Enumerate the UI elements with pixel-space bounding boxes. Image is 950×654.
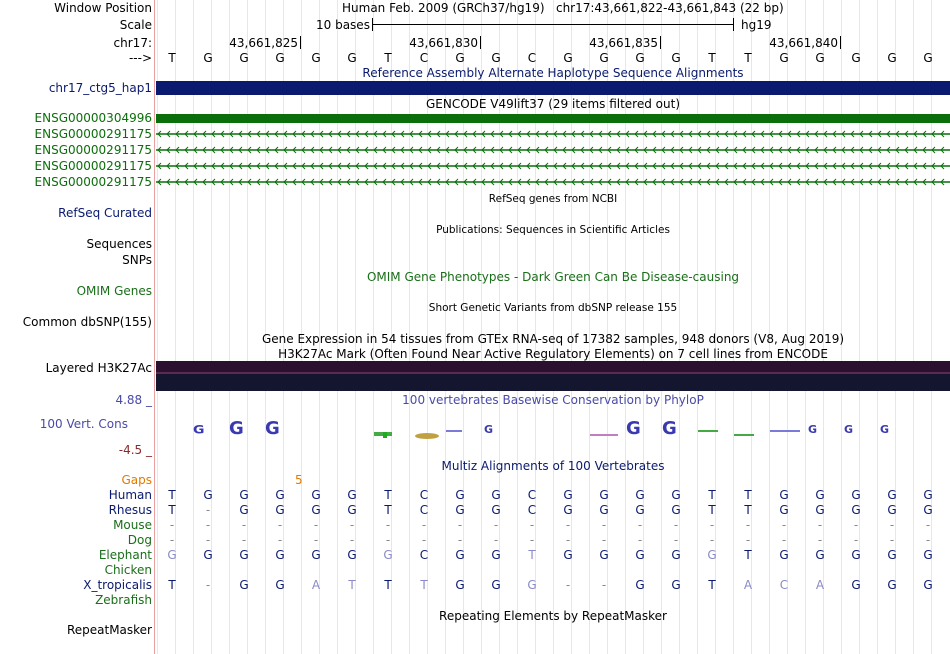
alignment-base: G — [923, 548, 933, 562]
alignment-base: T — [708, 578, 716, 592]
alignment-base: G — [635, 548, 645, 562]
alignment-base: - — [781, 533, 787, 547]
base-letter: G — [491, 51, 501, 65]
gencode-item-label[interactable]: ENSG00000291175 — [34, 127, 152, 141]
alignment-base: G — [599, 548, 609, 562]
repeatmasker-label[interactable]: RepeatMasker — [66, 623, 152, 637]
label-divider — [154, 0, 155, 654]
scale-bar — [372, 24, 733, 25]
alignment-base: G — [599, 488, 609, 502]
alignment-base: G — [599, 503, 609, 517]
alignment-base: T — [168, 503, 176, 517]
alignment-base: C — [419, 548, 429, 562]
gencode-intron-line[interactable] — [156, 159, 950, 173]
alignment-base: G — [491, 503, 501, 517]
alignment-base: - — [565, 533, 571, 547]
tick-label: 43,661,830 — [409, 36, 478, 50]
alignment-base: - — [889, 533, 895, 547]
base-letter: T — [708, 51, 716, 65]
tick-label: 43,661,835 — [589, 36, 658, 50]
base-letter: G — [455, 51, 465, 65]
alignment-base: A — [815, 578, 825, 592]
window-position-label: Window Position — [54, 1, 152, 15]
base-letter: C — [527, 51, 537, 65]
base-letter: G — [275, 51, 285, 65]
h3k27-signal-lower — [156, 374, 950, 391]
alignment-base: G — [347, 548, 357, 562]
species-label[interactable]: Chicken — [104, 563, 152, 577]
svg-text:G: G — [193, 422, 205, 437]
alignment-base: G — [167, 548, 177, 562]
base-letter: G — [671, 51, 681, 65]
alignment-base: - — [421, 518, 427, 532]
alignment-base: G — [887, 503, 897, 517]
alignment-base: - — [601, 533, 607, 547]
alignment-base: T — [420, 578, 428, 592]
base-letter: G — [599, 51, 609, 65]
base-letter: G — [563, 51, 573, 65]
gencode-item-label[interactable]: ENSG00000291175 — [34, 143, 152, 157]
alignment-base: T — [744, 548, 752, 562]
alignment-base: G — [563, 503, 573, 517]
alignment-base: G — [563, 488, 573, 502]
alignment-base: C — [779, 578, 789, 592]
alignment-base: - — [673, 533, 679, 547]
alignment-base: - — [637, 533, 643, 547]
alignment-base: - — [925, 533, 931, 547]
gencode-track-title: GENCODE V49lift37 (29 items filtered out) — [425, 97, 680, 111]
alignment-base: G — [275, 488, 285, 502]
alignment-base: G — [779, 548, 789, 562]
alignment-base: A — [311, 578, 321, 592]
dbsnp-label[interactable]: Common dbSNP(155) — [22, 315, 152, 329]
species-label[interactable]: Zebrafish — [95, 593, 152, 607]
base-letter: G — [311, 51, 321, 65]
alignment-base: - — [745, 518, 751, 532]
alignment-base: G — [635, 488, 645, 502]
gencode-item-label[interactable]: ENSG00000291175 — [34, 159, 152, 173]
base-letter: G — [923, 51, 933, 65]
base-letter: G — [347, 51, 357, 65]
species-label[interactable]: Elephant — [98, 548, 152, 562]
omim-label[interactable]: OMIM Genes — [76, 284, 152, 298]
sequences-label[interactable]: Sequences — [86, 237, 152, 251]
alignment-base: T — [708, 503, 716, 517]
alignment-base: G — [923, 488, 933, 502]
position-text: chr17:43,661,822-43,661,843 (22 bp) — [555, 1, 784, 15]
alignment-base: - — [781, 518, 787, 532]
scale-bases-text: 10 bases — [316, 18, 370, 32]
gencode-item-label[interactable]: ENSG00000291175 — [34, 175, 152, 189]
alt-hap-feature[interactable] — [156, 81, 950, 95]
alignment-base: G — [347, 488, 357, 502]
alignment-base: G — [779, 488, 789, 502]
alignment-base: - — [457, 533, 463, 547]
alignment-base: - — [853, 533, 859, 547]
alignment-base: G — [203, 548, 213, 562]
svg-text:G: G — [662, 418, 677, 439]
alignment-base: G — [707, 548, 717, 562]
base-letter: T — [744, 51, 752, 65]
alignment-base: G — [455, 488, 465, 502]
alignment-base: - — [241, 518, 247, 532]
omim-track-title: OMIM Gene Phenotypes - Dark Green Can Be Disease-causing — [366, 270, 740, 284]
alignment-base: - — [349, 518, 355, 532]
alignment-base: G — [887, 578, 897, 592]
phylop-track-title: 100 vertebrates Basewise Conservation by PhyloP — [402, 393, 704, 407]
alignment-base: G — [275, 548, 285, 562]
species-label[interactable]: Rhesus — [108, 503, 152, 517]
base-letter: G — [779, 51, 789, 65]
alignment-base: G — [887, 548, 897, 562]
alignment-base: - — [565, 518, 571, 532]
alignment-base: - — [817, 518, 823, 532]
base-letter: G — [851, 51, 861, 65]
species-label[interactable]: Dog — [127, 533, 152, 547]
alignment-base: A — [743, 578, 753, 592]
alignment-base: G — [491, 578, 501, 592]
alignment-base: G — [815, 488, 825, 502]
tick-mark — [660, 36, 661, 49]
alignment-base: - — [493, 518, 499, 532]
alt-hap-track-title: Reference Assembly Alternate Haplotype Sequence Alignments — [362, 66, 744, 80]
chrom-label: chr17: — [113, 36, 152, 50]
alignment-base: G — [671, 503, 681, 517]
alignment-base: - — [493, 533, 499, 547]
scale-db-text: hg19 — [741, 18, 772, 32]
alignment-base: G — [455, 503, 465, 517]
gencode-item-label[interactable]: ENSG00000304996 — [34, 111, 152, 125]
alignment-base: G — [815, 503, 825, 517]
alignment-base: T — [528, 548, 536, 562]
gencode-feature[interactable] — [156, 114, 950, 123]
alignment-base: T — [384, 488, 392, 502]
scale-label: Scale — [119, 18, 152, 32]
assembly-title — [342, 1, 784, 15]
alignment-base: G — [203, 488, 213, 502]
alignment-base: - — [385, 518, 391, 532]
refseq-label[interactable]: RefSeq Curated — [58, 206, 152, 220]
alignment-base: - — [169, 518, 175, 532]
alignment-base: - — [817, 533, 823, 547]
alignment-base: G — [851, 488, 861, 502]
alignment-base: G — [275, 578, 285, 592]
phylop-min-label: -4.5 _ — [118, 443, 152, 457]
alignment-base: T — [384, 503, 392, 517]
h3k27-label[interactable]: Layered H3K27Ac — [45, 361, 152, 375]
base-letter: G — [887, 51, 897, 65]
alignment-base: G — [923, 503, 933, 517]
alignment-base: G — [527, 578, 537, 592]
gencode-intron-line[interactable] — [156, 143, 950, 157]
alignment-base: - — [457, 518, 463, 532]
alignment-base: - — [529, 533, 535, 547]
tick-mark — [300, 36, 301, 49]
phylop-max-label: 4.88 _ — [115, 393, 152, 407]
gencode-intron-line[interactable] — [156, 175, 950, 189]
base-letter: C — [419, 51, 429, 65]
alignment-base: G — [311, 488, 321, 502]
alignment-base: T — [708, 488, 716, 502]
gtex-track-title: Gene Expression in 54 tissues from GTEx RNA-seq of 17382 samples, 948 donors (V8, Aug 2019) — [261, 332, 845, 346]
alignment-base: - — [601, 578, 607, 592]
alignment-base: G — [635, 578, 645, 592]
alignment-base: G — [671, 548, 681, 562]
base-letter: T — [168, 51, 176, 65]
alignment-base: - — [889, 518, 895, 532]
alignment-base: - — [205, 518, 211, 532]
svg-text:G: G — [484, 423, 494, 436]
tick-mark — [480, 36, 481, 49]
svg-text:G: G — [844, 423, 854, 436]
publications-track-title: Publications: Sequences in Scientific Articles — [436, 224, 670, 236]
species-label[interactable]: X_tropicalis — [83, 578, 152, 592]
alignment-base: - — [421, 533, 427, 547]
phylop-label[interactable]: 100 Vert. Cons — [39, 417, 128, 431]
alignment-base: T — [168, 488, 176, 502]
svg-text:G: G — [265, 418, 280, 439]
base-letter: T — [384, 51, 392, 65]
alignment-base: G — [851, 548, 861, 562]
alignment-base: G — [455, 578, 465, 592]
alignment-base: T — [744, 488, 752, 502]
alignment-base: G — [239, 548, 249, 562]
alignment-base: G — [815, 548, 825, 562]
svg-text:G: G — [626, 418, 641, 439]
alignment-base: C — [527, 503, 537, 517]
alignment-base: G — [563, 548, 573, 562]
alignment-base: - — [313, 518, 319, 532]
alignment-base: G — [851, 578, 861, 592]
svg-text:G: G — [880, 423, 890, 436]
alignment-base: - — [241, 533, 247, 547]
strand-arrow-label: ---> — [128, 51, 152, 65]
alt-hap-label[interactable]: chr17_ctg5_hap1 — [48, 81, 152, 95]
alignment-base: - — [205, 503, 211, 517]
alignment-base: - — [385, 533, 391, 547]
assembly-text: Human Feb. 2009 (GRCh37/hg19) — [342, 1, 545, 15]
alignment-base: - — [277, 533, 283, 547]
svg-text:G: G — [229, 418, 244, 439]
alignment-base: G — [851, 503, 861, 517]
alignment-base: G — [239, 578, 249, 592]
alignment-base: T — [744, 503, 752, 517]
repeatmasker-track-title: Repeating Elements by RepeatMasker — [439, 609, 667, 623]
dbsnp-track-title: Short Genetic Variants from dbSNP release 155 — [428, 302, 678, 314]
alignment-base: G — [311, 503, 321, 517]
alignment-base: G — [383, 548, 393, 562]
alignment-base: G — [239, 503, 249, 517]
alignment-base: - — [313, 533, 319, 547]
alignment-base: - — [601, 518, 607, 532]
base-letter: G — [203, 51, 213, 65]
alignment-base: - — [709, 533, 715, 547]
alignment-base: T — [348, 578, 356, 592]
alignment-base: - — [853, 518, 859, 532]
alignment-base: - — [709, 518, 715, 532]
alignment-base: G — [635, 503, 645, 517]
alignment-base: G — [275, 503, 285, 517]
svg-text:G: G — [808, 423, 818, 436]
phylop-logo[interactable] — [156, 412, 950, 448]
alignment-base: G — [455, 548, 465, 562]
base-letter: G — [815, 51, 825, 65]
alignment-base: - — [529, 518, 535, 532]
gaps-count: 5 — [295, 473, 303, 487]
alignment-base: T — [168, 578, 176, 592]
alignment-base: G — [887, 488, 897, 502]
alignment-base: G — [671, 488, 681, 502]
alignment-base: - — [565, 578, 571, 592]
alignment-base: G — [347, 503, 357, 517]
alignment-base: - — [349, 533, 355, 547]
alignment-base: G — [239, 488, 249, 502]
scale-bar-right — [733, 18, 734, 31]
alignment-base: G — [671, 578, 681, 592]
base-letter: G — [635, 51, 645, 65]
gaps-label[interactable]: Gaps — [121, 473, 152, 487]
alignment-base: C — [419, 488, 429, 502]
alignment-base: - — [637, 518, 643, 532]
alignment-base: T — [384, 578, 392, 592]
alignment-base: - — [169, 533, 175, 547]
tick-mark — [840, 36, 841, 49]
snps-label[interactable]: SNPs — [122, 253, 152, 267]
species-label[interactable]: Human — [108, 488, 152, 502]
alignment-base: - — [205, 578, 211, 592]
alignment-base: - — [673, 518, 679, 532]
alignment-base: - — [205, 533, 211, 547]
alignment-base: G — [491, 488, 501, 502]
alignment-base: G — [923, 578, 933, 592]
alignment-base: C — [527, 488, 537, 502]
alignment-base: - — [925, 518, 931, 532]
gencode-intron-line[interactable] — [156, 127, 950, 141]
refseq-track-title: RefSeq genes from NCBI — [488, 193, 618, 205]
alignment-base: - — [745, 533, 751, 547]
species-label[interactable]: Mouse — [113, 518, 152, 532]
alignment-base: G — [311, 548, 321, 562]
h3k27-track-title: H3K27Ac Mark (Often Found Near Active Regulatory Elements) on 7 cell lines from ENCODE — [278, 347, 828, 361]
alignment-base: - — [277, 518, 283, 532]
tick-label: 43,661,840 — [769, 36, 838, 50]
tick-label: 43,661,825 — [229, 36, 298, 50]
alignment-base: C — [419, 503, 429, 517]
alignment-base: G — [779, 503, 789, 517]
alignment-base: G — [491, 548, 501, 562]
base-letter: G — [239, 51, 249, 65]
multiz-track-title: Multiz Alignments of 100 Vertebrates — [441, 459, 665, 473]
